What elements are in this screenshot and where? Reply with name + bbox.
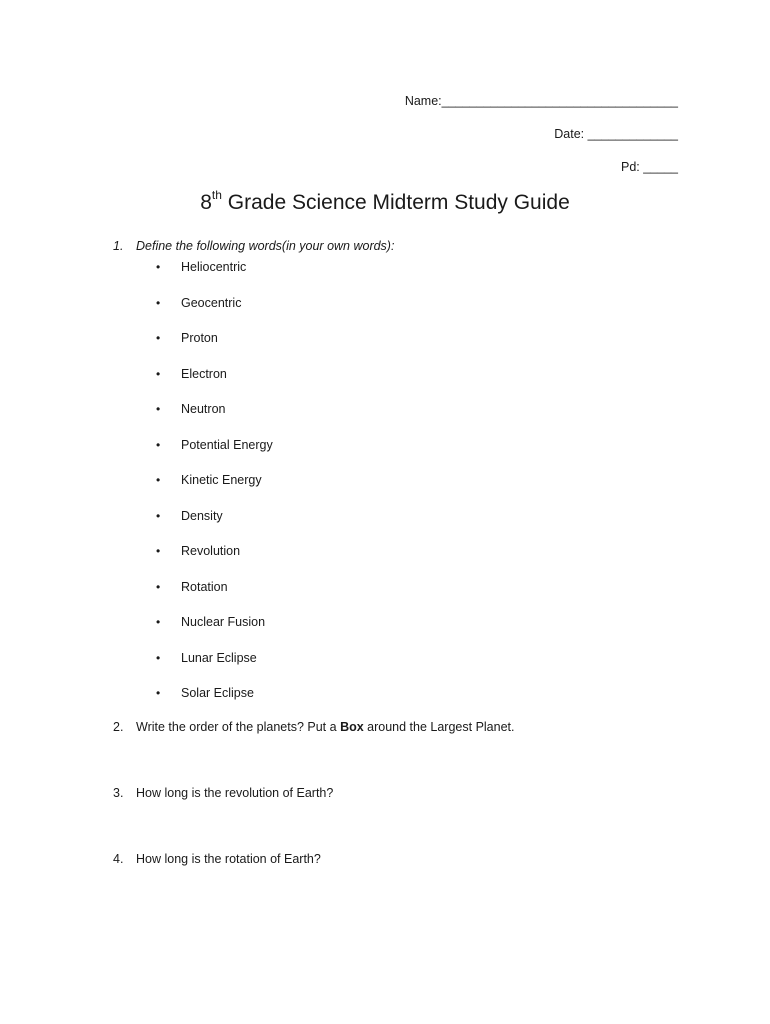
bullet-icon: • — [156, 402, 161, 416]
bullet-icon: • — [156, 615, 161, 629]
bullet-icon: • — [156, 473, 161, 487]
term-label: Potential Energy — [181, 437, 273, 452]
question-3-text: How long is the revolution of Earth? — [136, 786, 334, 800]
title-superscript: th — [211, 188, 222, 202]
term-label: Revolution — [181, 544, 241, 558]
bullet-icon: • — [156, 686, 161, 700]
list-item — [156, 685, 273, 721]
term-label: Heliocentric — [181, 260, 247, 274]
term-label: Lunar Eclipse — [181, 650, 257, 665]
term-label: Electron — [181, 366, 227, 381]
name-field: Name:__________________________________ — [404, 94, 678, 108]
term-label: Neutron — [181, 402, 226, 416]
term-label: Solar Eclipse — [181, 686, 254, 700]
question-2-text-after: around the Largest Planet. — [363, 720, 515, 734]
question-2 — [113, 720, 515, 734]
date-field: Date: _____________ — [554, 127, 678, 141]
title-grade-number: 8 — [200, 191, 212, 214]
title-rest: Grade Science Midterm Study Guide — [221, 191, 570, 214]
question-1 — [113, 239, 394, 253]
list-item — [156, 295, 273, 331]
question-2-text-before: Write the order of the planets? Put a — [136, 720, 341, 734]
bullet-icon: • — [156, 295, 161, 310]
bullet-icon: • — [156, 437, 161, 452]
term-label: Density — [181, 508, 223, 523]
question-3 — [113, 786, 333, 800]
bullet-icon: • — [156, 508, 161, 523]
question-1-number: 1. — [113, 239, 124, 253]
vocabulary-list — [156, 259, 273, 721]
question-4-number: 4. — [113, 852, 124, 866]
list-item — [156, 543, 273, 579]
list-item — [156, 366, 273, 402]
term-label: Nuclear Fusion — [181, 615, 266, 629]
period-field: Pd: _____ — [621, 160, 678, 174]
list-item — [156, 330, 273, 366]
term-label: Kinetic Energy — [181, 473, 262, 487]
list-item — [156, 650, 273, 686]
term-label: Geocentric — [181, 295, 242, 310]
question-4 — [113, 852, 321, 866]
list-item — [156, 401, 273, 437]
list-item — [156, 579, 273, 615]
bullet-icon: • — [156, 366, 161, 381]
question-2-number: 2. — [113, 720, 124, 734]
bullet-icon: • — [156, 650, 161, 665]
question-2-bold-word: Box — [340, 720, 364, 734]
question-3-number: 3. — [113, 786, 124, 800]
list-item — [156, 437, 273, 473]
term-label: Rotation — [181, 579, 228, 594]
list-item — [156, 508, 273, 544]
term-label: Proton — [181, 331, 218, 345]
page-title — [0, 190, 770, 215]
list-item — [156, 472, 273, 508]
question-1-text: Define the following words(in your own words): — [136, 239, 395, 253]
bullet-icon: • — [156, 331, 161, 345]
bullet-icon: • — [156, 260, 161, 274]
bullet-icon: • — [156, 579, 161, 594]
bullet-icon: • — [156, 544, 161, 558]
question-4-text: How long is the rotation of Earth? — [136, 852, 321, 866]
list-item — [156, 259, 273, 295]
list-item — [156, 614, 273, 650]
